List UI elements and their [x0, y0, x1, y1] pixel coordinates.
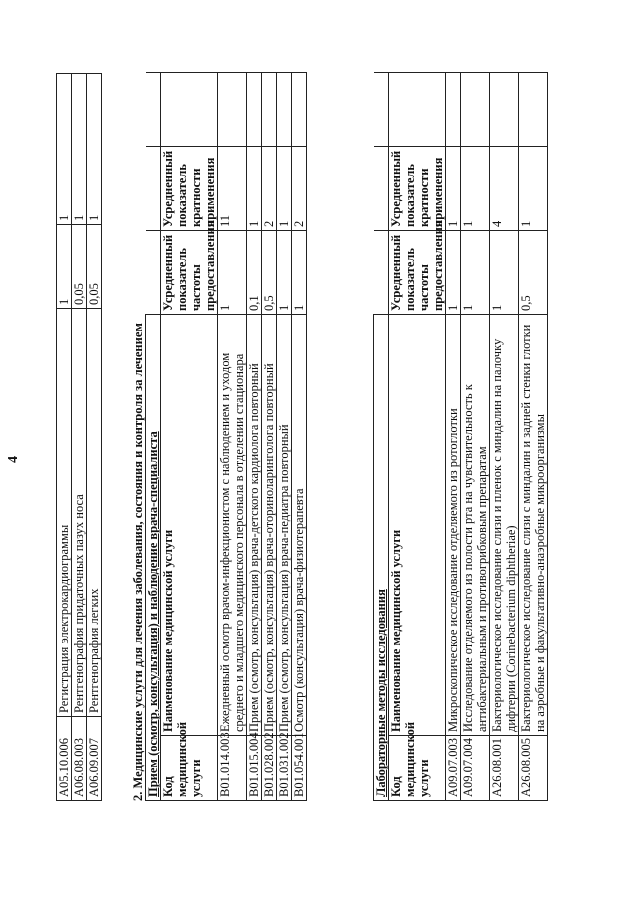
- service-name: Прием (осмотр, консультация) врача-детского кардиолога повторный: [247, 315, 262, 736]
- table-row: [87, 74, 102, 801]
- table-row: [57, 74, 72, 801]
- service-name: Регистрация электрокардиограммы: [57, 309, 72, 717]
- consultation-subtitle: Прием (осмотр, консультация) и наблюдение врача-специалиста: [146, 315, 161, 801]
- service-code: A05.10.006: [57, 717, 72, 801]
- frequency-value: 0,5: [262, 231, 277, 315]
- multiplicity-value: 1: [87, 74, 102, 225]
- service-name: Прием (осмотр, консультация) врача-педиатра повторный: [277, 315, 292, 736]
- multiplicity-value: 2: [292, 147, 307, 231]
- service-name: Бактериологическое исследование слизи с миндалин и задней стенки глотки на аэробные и факультативно-анаэробные микроорганизмы: [519, 314, 548, 735]
- lab-methods-table: [373, 72, 548, 801]
- multiplicity-value: 1: [461, 146, 490, 230]
- table-row: [292, 73, 307, 801]
- service-code: B01.028.002: [262, 736, 277, 801]
- service-code: A06.08.003: [72, 717, 87, 801]
- service-name: Прием (осмотр, консультация) врача-оториноларинголога повторный: [262, 315, 277, 736]
- header-frequency: Усредненный показатель частоты предоставления: [161, 231, 218, 315]
- multiplicity-value: 1: [519, 146, 548, 230]
- service-name: Осмотр (консультация) врача-физиотерапевта: [292, 315, 307, 736]
- frequency-value: 1: [461, 230, 490, 314]
- multiplicity-value: 1: [247, 147, 262, 231]
- service-name: Ежедневный осмотр врачом-инфекционистом с наблюдением и уходом среднего и младшего медицинского персонала в отделении стационара: [218, 315, 247, 736]
- service-name: Исследование отделяемого из полости рта на чувствительность к антибактериальным и противогрибковым препаратам: [461, 314, 490, 735]
- lab-subtitle: Лабораторные методы исследования: [374, 314, 389, 800]
- header-code: Код медицинской услуги: [389, 736, 446, 801]
- frequency-value: 1: [446, 230, 461, 314]
- multiplicity-value: 1: [72, 74, 87, 225]
- frequency-value: 1: [292, 231, 307, 315]
- header-name: Наименование медицинской услуги: [161, 315, 218, 736]
- service-code: A26.08.005: [519, 736, 548, 801]
- multiplicity-value: 2: [262, 147, 277, 231]
- consultation-table: [145, 72, 307, 801]
- service-name: Бактериологическое исследование слизи и пленок с миндалин на палочку дифтерии (Corinebacterium diphtheriae): [490, 314, 519, 735]
- header-multiplicity: Усредненный показатель кратности применения: [389, 146, 446, 230]
- header-name: Наименование медицинской услуги: [389, 314, 446, 735]
- frequency-value: 1: [277, 231, 292, 315]
- page-number: 4: [6, 456, 21, 463]
- service-code: A06.09.007: [87, 717, 102, 801]
- table-row: [446, 72, 461, 800]
- table-row: [262, 73, 277, 801]
- table-row: [461, 72, 490, 800]
- multiplicity-value: 1: [446, 146, 461, 230]
- table-row: [247, 73, 262, 801]
- header-code: Код медицинской услуги: [161, 736, 218, 801]
- frequency-value: 1: [57, 225, 72, 309]
- frequency-value: 0,05: [72, 225, 87, 309]
- service-name: Микроскопическое исследование отделяемого из ротоглотки: [446, 314, 461, 735]
- table-row: [490, 72, 519, 800]
- service-code: B01.014.003: [218, 736, 247, 801]
- section-2-title: 2. Медицинские услуги для лечения заболевания, состояния и контроля за лечением: [131, 323, 145, 801]
- service-name: Рентгенография придаточных пазух носа: [72, 309, 87, 717]
- top-table: [56, 73, 102, 801]
- table-header-row: [161, 73, 218, 801]
- frequency-value: 1: [218, 231, 247, 315]
- frequency-value: 1: [490, 230, 519, 314]
- service-code: A09.07.003: [446, 736, 461, 801]
- frequency-value: 0,5: [519, 230, 548, 314]
- frequency-value: 0,1: [247, 231, 262, 315]
- header-frequency: Усредненный показатель частоты предоставления: [389, 230, 446, 314]
- multiplicity-value: 1: [57, 74, 72, 225]
- table-row: [277, 73, 292, 801]
- multiplicity-value: 11: [218, 147, 247, 231]
- table-row: [218, 73, 247, 801]
- multiplicity-value: 1: [277, 147, 292, 231]
- header-multiplicity: Усредненный показатель кратности применения: [161, 147, 218, 231]
- service-code: B01.031.002: [277, 736, 292, 801]
- service-code: A26.08.001: [490, 736, 519, 801]
- table-subtitle-row: [374, 72, 389, 800]
- service-code: B01.015.004: [247, 736, 262, 801]
- service-code: A09.07.004: [461, 736, 490, 801]
- service-code: B01.054.001: [292, 736, 307, 801]
- table-subtitle-row: [146, 73, 161, 801]
- table-row: [72, 74, 87, 801]
- service-name: Рентгенография легких: [87, 309, 102, 717]
- table-row: [519, 72, 548, 800]
- multiplicity-value: 4: [490, 146, 519, 230]
- frequency-value: 0,05: [87, 225, 102, 309]
- table-header-row: [389, 72, 446, 800]
